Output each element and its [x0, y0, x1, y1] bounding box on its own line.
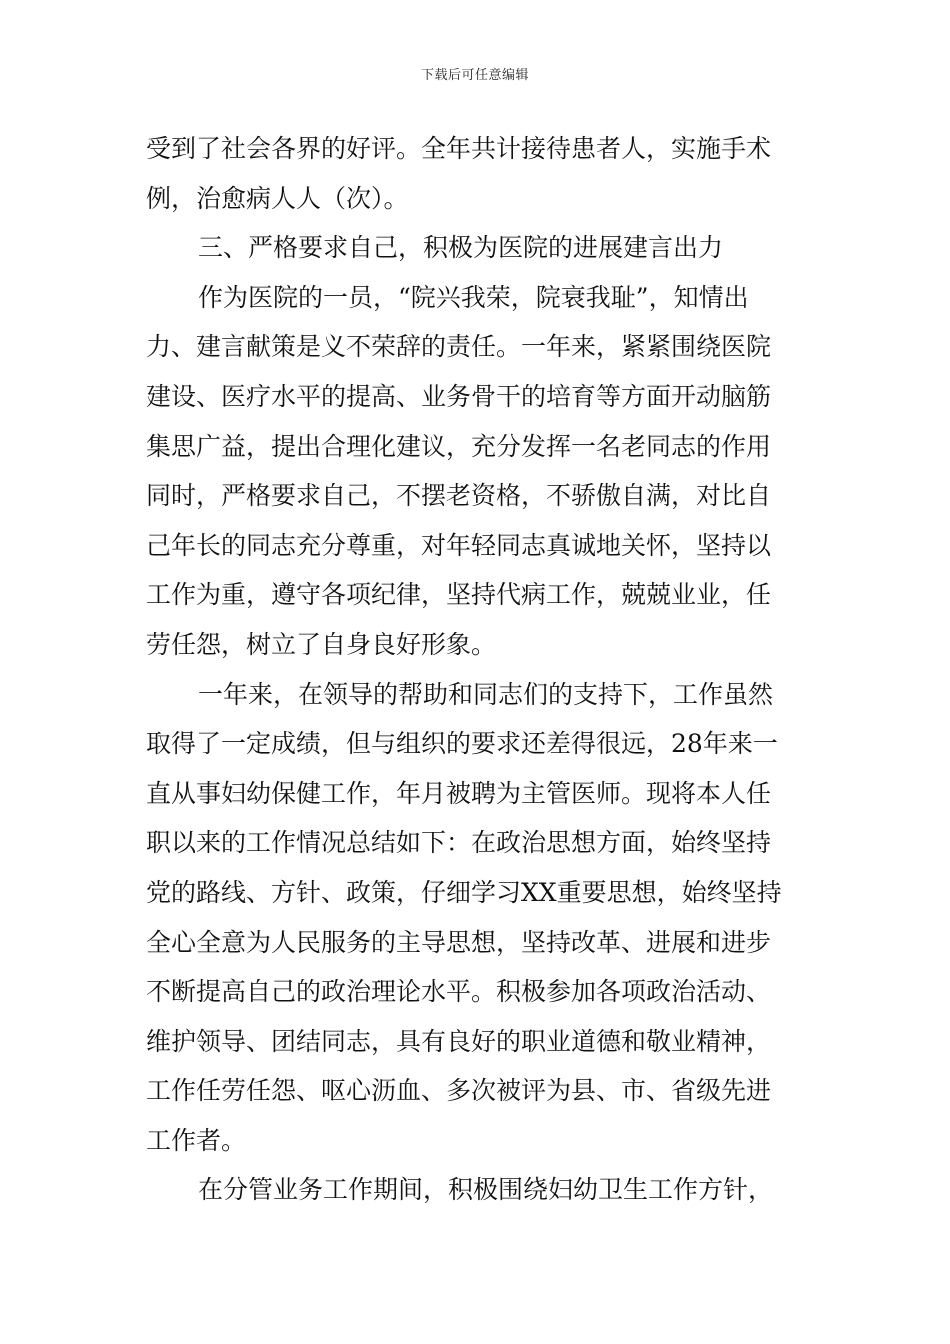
text-line: 取得了一定成绩，但与组织的要求还差得很远，28年来一 [146, 729, 778, 759]
text-line: 例，治愈病人人（次）。 [146, 183, 409, 213]
text-line: 职以来的工作情况总结如下：在政治思想方面，始终坚持 [146, 828, 772, 858]
text-line: 直从事妇幼保健工作，年月被聘为主管医师。现将本人任 [146, 778, 772, 808]
text-line: 一年来，在领导的帮助和同志们的支持下，工作虽然 [198, 679, 774, 709]
text-line: 劳任怨，树立了自身良好形象。 [146, 629, 497, 659]
text-line: 力、建言献策是义不荣辞的责任。一年来，紧紧围绕医院 [146, 332, 772, 362]
text-line: 维护领导、团结同志，具有良好的职业道德和敬业精神， [146, 1026, 772, 1056]
text-line: 集思广益，提出合理化建议，充分发挥一名老同志的作用 [146, 431, 772, 461]
page-header: 下载后可任意编辑 [420, 68, 529, 83]
text-line: 己年长的同志充分尊重，对年轻同志真诚地关怀，坚持以 [146, 530, 772, 560]
text-line: 工作者。 [146, 1125, 247, 1155]
text-line: 作为医院的一员，“院兴我荣，院衰我耻”，知情出 [198, 282, 749, 312]
text-line: 全心全意为人民服务的主导思想，坚持改革、进展和进步 [146, 927, 772, 957]
document-body [146, 124, 816, 1215]
text-line: 同时，严格要求自己，不摆老资格，不骄傲自满，对比自 [146, 481, 772, 511]
text-line: 工作任劳任怨、呕心沥血、多次被评为县、市、省级先进 [146, 1076, 772, 1106]
text-line: 受到了社会各界的好评。全年共计接待患者人，实施手术 [146, 134, 772, 163]
text-line: 党的路线、方针、政策，仔细学习XX重要思想，始终坚持 [146, 877, 782, 907]
text-line: 在分管业务工作期间，积极围绕妇幼卫生工作方针， [198, 1175, 774, 1205]
text-line: 工作为重，遵守各项纪律，坚持代病工作，兢兢业业，任 [146, 580, 772, 610]
section-heading: 三、严格要求自己，积极为医院的进展建言出力 [198, 233, 724, 263]
text-line: 建设、医疗水平的提高、业务骨干的培育等方面开动脑筋 [146, 381, 772, 411]
text-line: 不断提高自己的政治理论水平。积极参加各项政治活动、 [146, 977, 772, 1007]
